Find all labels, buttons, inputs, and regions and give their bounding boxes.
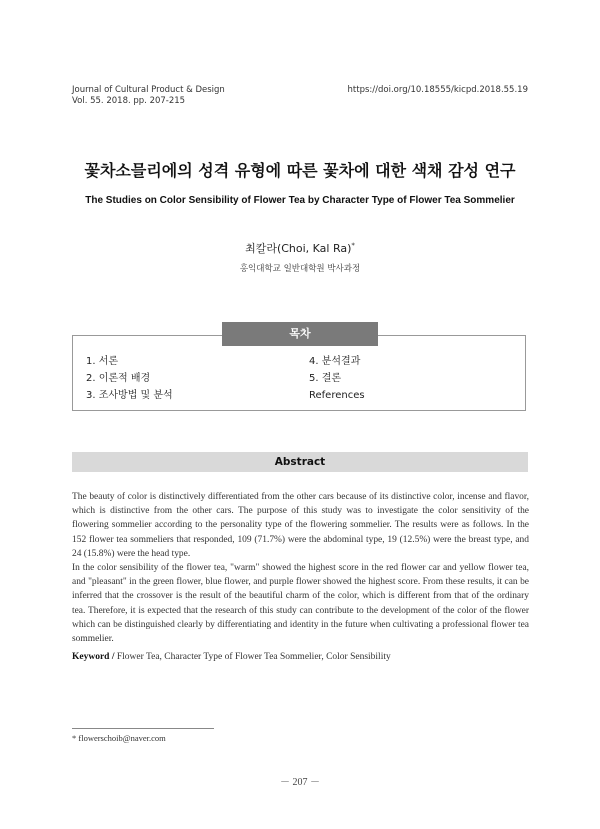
doi-link[interactable]: https://doi.org/10.18555/kicpd.2018.55.19	[347, 85, 528, 95]
toc-right-column	[309, 353, 365, 404]
author-affiliation: 홍익대학교 일반대학원 박사과정	[239, 264, 361, 274]
author-marker: *	[351, 241, 355, 250]
abstract-paragraph: The beauty of color is distinctively differentiated from the other cars because of its distinctive color, incense and flavor, which is distinctive from the other cars. The purpose of this study was to investigate the color sensitivity of the flowering sommelier according to the personality type of the flowering sommelier. The results were as follows. In the 152 flower tea sommeliers that responded, 109 (71.7%) were the abdominal type, 19 (12.5%) were the breast type, and 24 (15.8%) were the head type.	[72, 492, 529, 559]
abstract-body	[72, 490, 529, 646]
toc-item: 2. 이론적 배경	[86, 373, 151, 384]
toc-left-column	[86, 353, 173, 404]
volume-info: Vol. 55. 2018. pp. 207-215	[72, 96, 186, 106]
author-name: 최칼라(Choi, Kal Ra)	[245, 242, 352, 255]
footnote-email: flowerschoib@naver.com	[78, 733, 166, 743]
journal-info	[72, 85, 225, 107]
footnote-divider	[72, 728, 214, 729]
toc-item: 1. 서론	[86, 356, 119, 367]
abstract-paragraph: In the color sensibility of the flower tea, "warm" showed the highest score in the red flower car and yellow flower tea, and "pleasant" in the green flower, blue flower, and purple flower showed the highest score. From these results, it can be inferred that the crossover is the result of the beautiful charm of the color, which is different from that of the ordinary tea. Therefore, it is expected that the research of this study can contribute to the development of the color of the flower which can be distinguished clearly by differentiating and identity in the future when cultivating a professional flower tea sommelier.	[72, 563, 529, 645]
page-number: － 207 －	[280, 777, 320, 788]
toc-item: 4. 분석결과	[309, 356, 361, 367]
journal-name: Journal of Cultural Product & Design	[72, 85, 225, 95]
toc-item: 3. 조사방법 및 분석	[86, 390, 173, 401]
abstract-heading: Abstract	[72, 452, 528, 472]
author-line	[0, 240, 600, 256]
toc-item: 5. 결론	[309, 373, 342, 384]
korean-title: 꽃차소믈리에의 성격 유형에 따른 꽃차에 대한 색채 감성 연구	[84, 161, 516, 180]
toc-heading: 목차	[222, 322, 378, 346]
keywords-text: Flower Tea, Character Type of Flower Tea Sommelier, Color Sensibility	[116, 652, 391, 662]
footnote	[72, 733, 166, 743]
keywords-label: Keyword /	[72, 652, 115, 662]
keywords-line	[72, 652, 529, 662]
english-title: The Studies on Color Sensibility of Flower Tea by Character Type of Flower Tea Sommelier	[85, 195, 515, 206]
footnote-marker: *	[72, 733, 77, 743]
toc-item: References	[309, 390, 365, 401]
